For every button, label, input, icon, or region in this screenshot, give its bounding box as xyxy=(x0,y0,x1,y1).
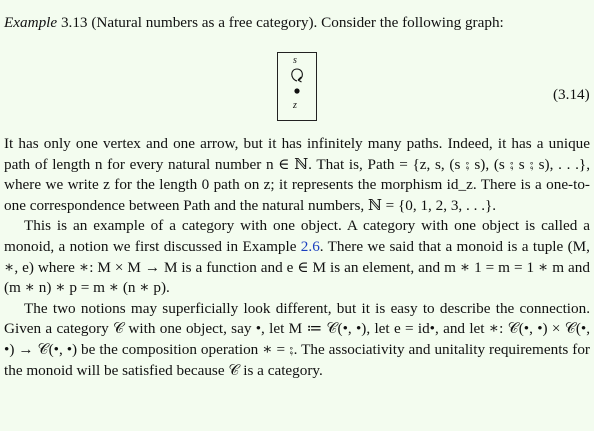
equation-number: (3.14) xyxy=(553,86,590,103)
example-intro: Consider the following graph: xyxy=(321,14,504,31)
paragraph-2 xyxy=(4,216,590,298)
example-heading xyxy=(4,14,504,32)
paragraph-2-text-b: . There we said that a monoid is a tuple (M, ∗, e) where ∗: M × M → M is a function and e ∈ M is an element, and m ∗ 1 = m = 1 ∗ m and (m ∗ n) ∗ p = m ∗ (n ∗ p). xyxy=(4,237,590,297)
example-2-6-link[interactable]: 2.6 xyxy=(300,237,320,255)
vertex-label: z xyxy=(293,100,297,111)
example-number: 3.13 xyxy=(60,14,88,31)
example-title: (Natural numbers as a free category). xyxy=(91,14,318,31)
example-label: Example xyxy=(4,14,58,31)
paragraph-1: It has only one vertex and one arrow, but it has infinitely many paths. Indeed, it has a unique path of length n for every natural number n ∈ ℕ. That is, Path = {z, s, (s ⨟ s), (s ⨟ s ⨟ s), . . .}, where we write z for the length 0 path on z; it represents the morphism id_z. There is a one-to-one correspondence between Path and the natural numbers, ℕ = {0, 1, 2, 3, . . .}. xyxy=(4,135,590,214)
vertex-dot xyxy=(294,88,299,93)
paragraph-3: The two notions may superficially look different, but it is easy to describe the connection. Given a category 𝒞 with one object, say •, let M ≔ 𝒞(•, •), let e = id•, and let ∗: 𝒞(•, •) × 𝒞(•, •) → 𝒞(•, •) be the composition operation ∗ = ⨟. The associativity and unitality requirements for the monoid will be satisfied because 𝒞 is a category. xyxy=(4,299,590,379)
body-text xyxy=(4,134,590,381)
loop-arrow-icon xyxy=(287,65,307,97)
paragraph-2-text-a: This is an example of a category with one object. A category with one object is called a monoid, a notion we first discussed in Example xyxy=(4,217,590,255)
loop-label: s xyxy=(293,55,297,66)
graph-diagram xyxy=(277,52,317,121)
